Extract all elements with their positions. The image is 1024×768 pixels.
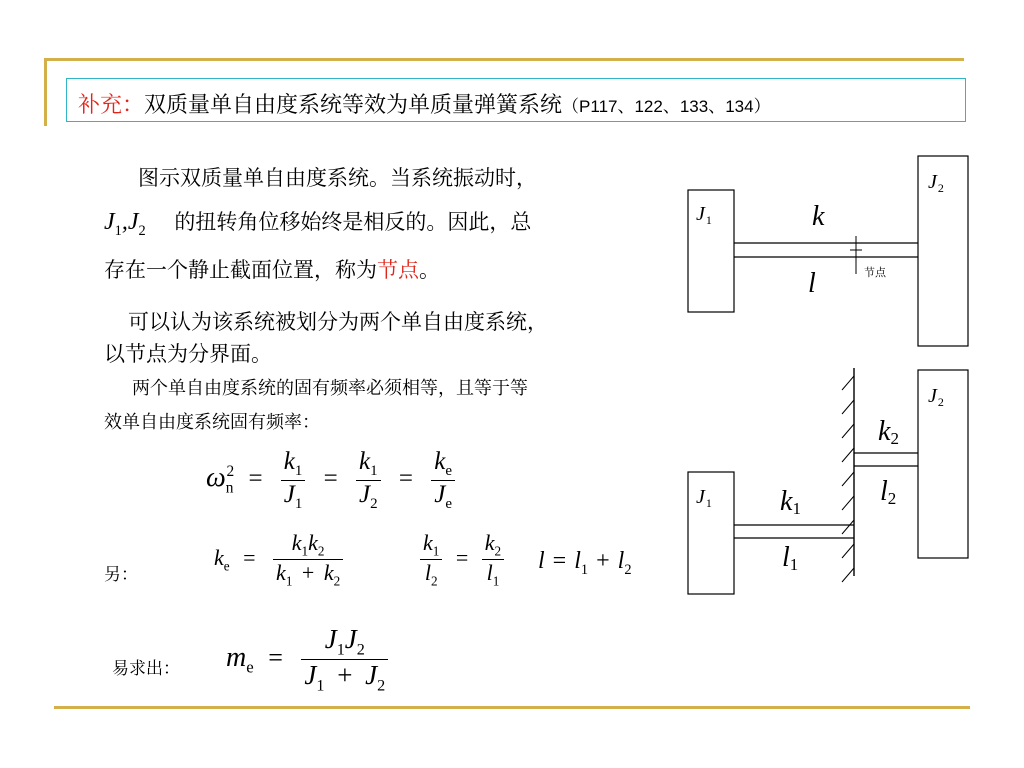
title-prefix: 补充： — [78, 93, 145, 118]
label-l: l — [808, 268, 816, 299]
label-j1: $J_1$ — [696, 203, 712, 227]
node-term: 节点 — [377, 258, 419, 282]
left-rule — [44, 58, 47, 126]
result-label: 易求出： — [112, 659, 180, 679]
two-mass-system-diagram — [680, 150, 980, 355]
label-l2: l2 — [880, 476, 897, 508]
equivalent-stiffness-equation: $k_e$ = $\frac{k_1k_2}{k_1 + k_2}$ — [214, 530, 347, 590]
label-j1-sub: $J_1$ — [696, 486, 712, 510]
top-rule — [44, 58, 964, 61]
label-j2-sub: $J_2$ — [928, 385, 944, 409]
stiffness-length-ratio-equation: $\frac{k_1}{l_2}$ = $\frac{k_2}{l_1}$ — [416, 530, 508, 590]
bottom-rule — [54, 706, 970, 709]
equivalent-mass-equation: $m_e$ = $\frac{J_1J_2}{J_1 + J_2}$ — [226, 624, 392, 696]
inline-math-j1-j2: $J_1,J_2$ — [104, 209, 146, 239]
split-system-diagram — [680, 360, 980, 600]
wall-hatching — [842, 376, 854, 582]
paragraph-3-line-1: 两个单自由度系统的固有频率必须相等，且等于等 — [132, 378, 528, 399]
paragraph-2-line-2: 以节点为分界面。 — [104, 342, 272, 366]
label-k2: k2 — [878, 416, 899, 448]
paragraph-3-line-2: 效单自由度系统固有频率： — [104, 412, 320, 433]
paragraph-2-line-1: 可以认为该系统被划分为两个单自由度系统， — [128, 310, 548, 334]
paragraph-1-line-2: $J_1,J_2$ 的扭转角位移始终是相反的。因此，总 — [104, 209, 532, 239]
title-reference: （P117、122、133、134） — [562, 97, 771, 116]
title-main: 双质量单自由度系统等效为单质量弹簧系统 — [144, 93, 563, 118]
paragraph-1-line-3: 存在一个静止截面位置，称为节点。 — [104, 258, 440, 282]
label-node: 节点 — [864, 266, 886, 279]
label-j2: $J_2$ — [928, 171, 944, 195]
frequency-equation: $\omega_n^2$ = $\frac{k_1}{J_1}$ = $\frac{k_1}{J_2}$ = $\frac{k_e}{J_e}$ — [206, 448, 459, 513]
paragraph-1-line-1: 图示双质量单自由度系统。当系统振动时， — [138, 166, 537, 190]
length-sum-equation: $l = l_1 + l_2$ — [538, 548, 632, 578]
label-k1: k1 — [780, 486, 801, 518]
slide-title — [78, 88, 771, 119]
label-k: k — [812, 201, 825, 232]
disk-j1 — [688, 190, 734, 312]
label-l1: l1 — [782, 542, 799, 574]
another-label: 另： — [104, 565, 138, 585]
disk-j1-sub — [688, 472, 734, 594]
